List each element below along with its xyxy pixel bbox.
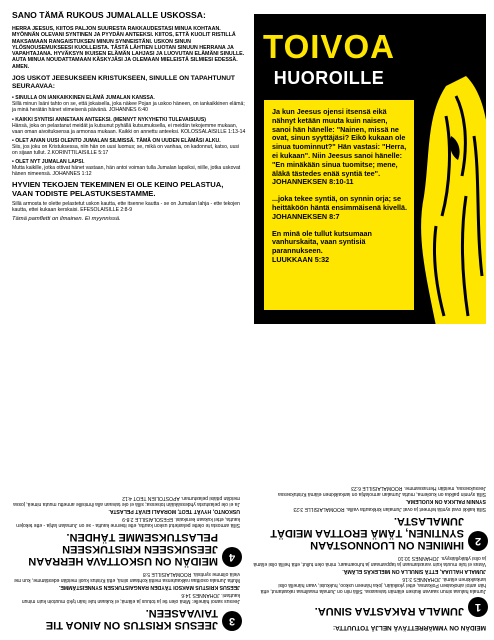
believers-heading: JOS USKOT JEESUKSEEN KRISTUKSEEN, SINULLE ON TAPAHTUNUT SEURAAVAA: [12,75,235,90]
point-title: • KAIKKI SYNTISI ANNETAAN ANTEEKSI. (MENNYT NYKYHETKI TULEVAISUUS) [12,116,206,123]
truth-title: MEIDÄN ON USKOTTAVA HERRAAN JEESUKSEEN KRISTUKSEEN PELASTUKSEMME TÄHDEN. [28,530,218,567]
truth-subheading: SYNNIN PALKKA ON KUOLEMA. [405,498,486,505]
truth-section [6,531,242,567]
quote-reference: JOHANNEKSEN 8:7 [272,211,340,221]
truth-title: IHMINEN ON LUONNOSTAAN SYNTINEN, TÄMÄ EROTTAA MEIDÄT JUMALASTA. [270,515,464,552]
prayer-text: HERRA JEESUS, KIITOS PALJON SUURESTA RAKKAUDESTASI MINUA KOHTAAN. MYÖNNÄN OLEVANI SYNTINEN JA PYYDÄN ANTEEKSI. KIITOS, ETTÄ KUOLIT RISTILLÄ MAKSAMAAN RANGAISTUKSEN MINUN SYNNEISTÄNI. USKON SINUN YLÖSNOUSEMUKSEESI KUOLLEISTA. TÄSTÄ LÄHTIEN LUOTAN SINUUN HERRANA JA VAPAHTAJANA. HYVÄKSYN IKUISEN ELÄMÄN LAHJASI JA LUOVUTAN ELÄMÄNI SINULLE. AUTA MINUA NOUDATTAMAAN KÄSKYJÄSI JA OLEMAAN MIELEISTÄ SILMIESI EDESSÄ. AMEN. [12,26,245,70]
point-title: • OLET AIVAN UUSI OLENTO JUMALAN SILMISSÄ. TÄMÄ ON UUDEN ELÄMÄSI ALKU. [12,137,221,144]
quote-box [264,100,414,310]
truth-subtext: Ja ei ole pelastusta yhdessäkään toisessa; sillä ei ole taivaan alla ihmisille annettu muuta nimeä, jossa meidän pitäisi pelastuman. APOSTOLIEN TEOT 4:12 [13,494,240,507]
truth-number: 3 [222,611,242,631]
woman-illustration [396,76,486,324]
truths-column-left [252,330,488,635]
quote-reference: JOHANNEKSEN 8:10-11 [272,177,354,187]
truth-title: JEESUS KRISTUS ON AINOA TIE TAIVAASEEN. [45,607,218,631]
cover-title: TOIVOA [263,28,395,65]
truth-subheading: JEESUS KRISTUS MAKSOI TÄYDEN RANGAISTUKSEN SYNNEISTÄMME. [58,584,240,590]
truth-text: Sillä kaikki ovat syntiä tehneet ja ovat Jumalan kirkkautta vailla. ROOMALAISILLE 3:23 [293,506,486,513]
point-title: • OLET NYT JUMALAN LAPSI. [12,159,85,166]
truths-column-right [6,330,242,635]
truth-number: 1 [468,597,488,617]
point-text: Mutta kaikille, jotka ottivat hänet vastaan, hän antoi voiman tulla Jumalan lapsiksi, niille, jotka uskovat hänen nimeensä. JOHANNES 1:12 [12,165,241,178]
truth-text: Jumala haluaa sinun saavan ikuisen elämän taivaassa. Sillä niin on Jumala maailmaa rakastanut, että hän antoi ainokaisen Poikansa, ettei yksikään, joka häneen uskoo, hukkuisi, vaan hänellä olisi iankaikkinen elämä. JOHANNES 3:16 [260,576,486,595]
good-works-text: Sillä armosta te olette pelastetut uskon kautta, ette itsenne kautta - se on Jumalan lahja - ette tekojen kautta, ettei kukaan kerskaisi. EFESOLAISILLE 2:8-9 [12,200,240,213]
truth-number: 4 [222,547,242,567]
point-text: Sillä minun Isäni tahto on se, että jokaisella, joka näkee Pojan ja uskoo häneen, on iankaikkinen elämä; ja minä herätän hänet viimeisenä päivänä. JOHANNES 6:40 [12,101,245,114]
point-text: Siis, jos joku on Kristuksessa, niin hän on uusi luomus; se, mikä on vanhaa, on kadonnut, katso, uusi on sijaan tullut. 2.KORINTTILAISILLE 5:17 [12,143,240,157]
truth-section [252,597,488,617]
free-pamphlet-note: Tämä pamfletti on ilmainen. Ei myynnissä. [12,215,121,222]
truth-number: 2 [468,531,488,551]
quote-text: ...joka tekee syntiä, on synnin orja; se heittäköön häntä ensimmäisenä kivellä. [272,194,408,212]
truth-subtext: Mutta Jumala osoittaa rakkautensa meitä kohtaan siinä, että Kristus kuoli meidän edestämme, kun me vielä olimme syntisiä. ROOMALAISILLE 5:8 [14,570,240,583]
truth-section [252,515,488,551]
point-title: • SINULLA ON IANKAIKKINEN ELÄMÄ JUMALAN KANSSA. [12,95,155,102]
four-truths-panel [6,330,488,635]
cover-subtitle: HUOROILLE [273,68,385,88]
truth-subtext: Varas ei tule muuta kuin varastamaan ja tappamaan ja tuhoamaan; minä olen tullut, että heillä olisi elämä ja olisi yltäkylläisyys. JOHANNES 10:10 [253,555,486,568]
truth-subheading: USKONTO, HYVÄT TEOT, MORAALI EIVÄT PELASTA. [108,507,240,514]
good-works-heading: HYVIEN TEKOJEN TEKEMINEN EI OLE KEINO PELASTUA, VAAN TODISTE PELASTUKSESTAMME. [12,180,224,198]
truth-section [6,607,242,631]
prayer-heading: SANO TÄMÄ RUKOUS JUMALALLE USKOSSA: [12,10,206,20]
truth-title: JUMALA RAKASTAA SINUA. [314,605,464,618]
truth-subheading: JUMALA HALUAA, ETTÄ SINULLA ON MIELEKÄS ELÄMÄ. [342,568,486,575]
four-truths-flipped [6,330,488,635]
quote-text: En minä ole tullut kutsumaan vanhurskaita, vaan syntisiä parannukseen. [272,228,372,256]
truth-text: Jeesus sanoi hänelle: Minä olen tie ja totuus ja elämä; ei kukaan tule Isän tykö muutoin kuin minun kauttani. JOHANNES 14:6 [21,592,240,604]
quote-reference: LUUKKAAN 5:32 [272,254,330,264]
point-text: Hänsä, joka on pelastanut meidät ja kutsunut pyhällä kutsumuksella, ei meidän tekojemme mukaan, vaan oman aivoituksensa ja armonsa mukaan. Kaikki on annettu anteeksi. KOLOSSALAISILLE 1:13-14 [12,122,246,135]
truth-subtext: Sillä synnin palkka on kuolema, mutta Jumalan armolahja on iankaikkinen elämä Kristuksessa Jeesuksessa, meidän Herrassamme. ROOMALAISILLE 6:23 [278,485,486,497]
prayer-panel [6,6,246,324]
cover-panel [254,14,486,324]
four-truths-heading: MEIDÄN ON YMMÄRRETTÄVÄ NELJÄ TOTUUTTA: [332,624,486,631]
quote-text: Ja kun Jeesus ojensi itsensä eikä nähnyt ketään muuta kuin naisen, sanoi hän hänelle: "Nainen, missä ne ovat, sinun syyttäjäsi? Eikö kukaan ole sinua tuominnut?" Hän vastasi: "Herra, ei kukaan". Niin Jeesus sanoi hänelle: "En minäkään sinua tuomitse; mene, äläkä tästedes enää syntiä tee". [272,107,407,178]
truth-text: Sillä armosta te olette pelastetut uskon kautta, ette itsenne kautta - se on Jumalan lahja - ette tekojen kautta, ettei kukaan kerskaisi. EFESOLAISILLE 2:8-9 [16,515,240,528]
